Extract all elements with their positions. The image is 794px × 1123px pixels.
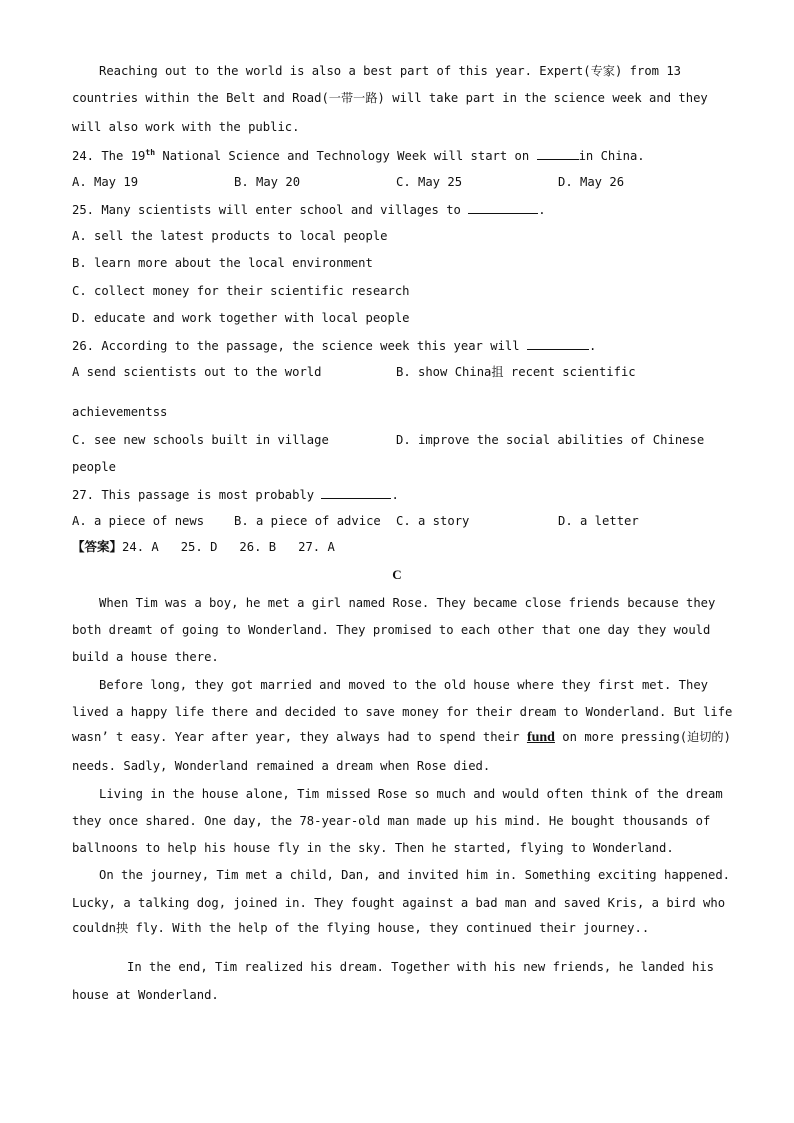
q26-blank <box>527 337 589 350</box>
q25-option-a: A. sell the latest products to local people <box>72 229 388 243</box>
q25-option-d: D. educate and work together with local people <box>72 311 410 325</box>
q24-option-c: C. May 25 <box>396 175 463 189</box>
q24-stem-end: in China. <box>578 149 645 163</box>
q24-stem-part: 24. The 19 <box>72 149 146 163</box>
q26-option-d-cont: people <box>72 460 117 474</box>
q26-stem-end: . <box>588 339 597 353</box>
q26-option-b: B. show China抯 recent scientific <box>396 365 636 379</box>
passage-c-line: Lucky, a talking dog, joined in. They fought against a bad man and saved Kris, a bird who <box>72 896 726 910</box>
q26-option-b-cont: achievementss <box>72 405 168 419</box>
passage-c-line: house at Wonderland. <box>72 988 219 1002</box>
question-25-stem <box>72 201 546 218</box>
q27-option-c: C. a story <box>396 514 470 528</box>
passage-c-text: wasn’ t easy. Year after year, they always had to spend their <box>72 730 527 744</box>
q25-stem-part: 25. Many scientists will enter school and villages to <box>72 203 469 217</box>
answer-tag: 【答案】 <box>72 539 123 554</box>
q25-blank <box>468 201 538 214</box>
q27-option-a: A. a piece of news <box>72 514 205 528</box>
q24-option-a: A. May 19 <box>72 175 139 189</box>
passage-b-line: Reaching out to the world is also a best part of this year. Expert(专家) from 13 <box>99 64 682 78</box>
q26-option-c: C. see new schools built in village <box>72 433 329 447</box>
passage-c-text: on more pressing(迫切的) <box>554 730 731 744</box>
q25-option-c: C. collect money for their scientific research <box>72 284 410 298</box>
passage-c-line: lived a happy life there and decided to save money for their dream to Wonderland. But life <box>72 705 733 719</box>
q24-option-d: D. May 26 <box>558 175 625 189</box>
answer-line <box>72 539 335 555</box>
q26-stem-part: 26. According to the passage, the science week this year will <box>72 339 527 353</box>
passage-c-line <box>72 729 731 746</box>
q24-blank <box>537 147 579 160</box>
q26-option-d: D. improve the social abilities of Chinese <box>396 433 705 447</box>
question-27-stem <box>72 486 399 503</box>
passage-c-line: both dreamt of going to Wonderland. They promised to each other that one day they would <box>72 623 711 637</box>
passage-c-line: Living in the house alone, Tim missed Rose so much and would often think of the dream <box>99 787 723 801</box>
question-26-stem <box>72 337 596 354</box>
passage-c-line: In the end, Tim realized his dream. Together with his new friends, he landed his <box>127 960 714 974</box>
passage-c-line: they once shared. One day, the 78-year-old man made up his mind. He bought thousands of <box>72 814 711 828</box>
q27-option-d: D. a letter <box>558 514 639 528</box>
q26-option-a: A send scientists out to the world <box>72 365 322 379</box>
q27-stem-end: . <box>391 488 399 502</box>
q25-option-b: B. learn more about the local environment <box>72 256 373 270</box>
passage-c-line: couldn抰 fly. With the help of the flying house, they continued their journey.. <box>72 921 650 935</box>
answer-text: 24. A 25. D 26. B 27. A <box>122 540 335 554</box>
question-24-stem <box>72 147 645 164</box>
q25-stem-end: . <box>538 203 546 217</box>
q27-blank <box>321 486 391 499</box>
passage-c-line: Before long, they got married and moved to the old house where they first met. They <box>99 678 709 692</box>
passage-c-line: build a house there. <box>72 650 219 664</box>
passage-c-line: On the journey, Tim met a child, Dan, and invited him in. Something exciting happened. <box>99 868 731 882</box>
q27-stem-part: 27. This passage is most probably <box>72 488 322 502</box>
q27-option-b: B. a piece of advice <box>234 514 381 528</box>
passage-b-line: countries within the Belt and Road(一带一路) will take part in the science week and they <box>72 91 708 105</box>
q24-stem-part: National Science and Technology Week will start on <box>155 149 537 163</box>
passage-c-heading: C <box>392 567 402 582</box>
q24-option-b: B. May 20 <box>234 175 301 189</box>
passage-b-line: will also work with the public. <box>72 120 300 134</box>
q24-superscript: th <box>145 147 156 157</box>
passage-c-line: needs. Sadly, Wonderland remained a dream when Rose died. <box>72 759 491 773</box>
passage-c-line: ballnoons to help his house fly in the sky. Then he started, flying to Wonderland. <box>72 841 674 855</box>
fund-word: fund <box>526 730 555 745</box>
passage-c-line: When Tim was a boy, he met a girl named Rose. They became close friends because they <box>99 596 716 610</box>
